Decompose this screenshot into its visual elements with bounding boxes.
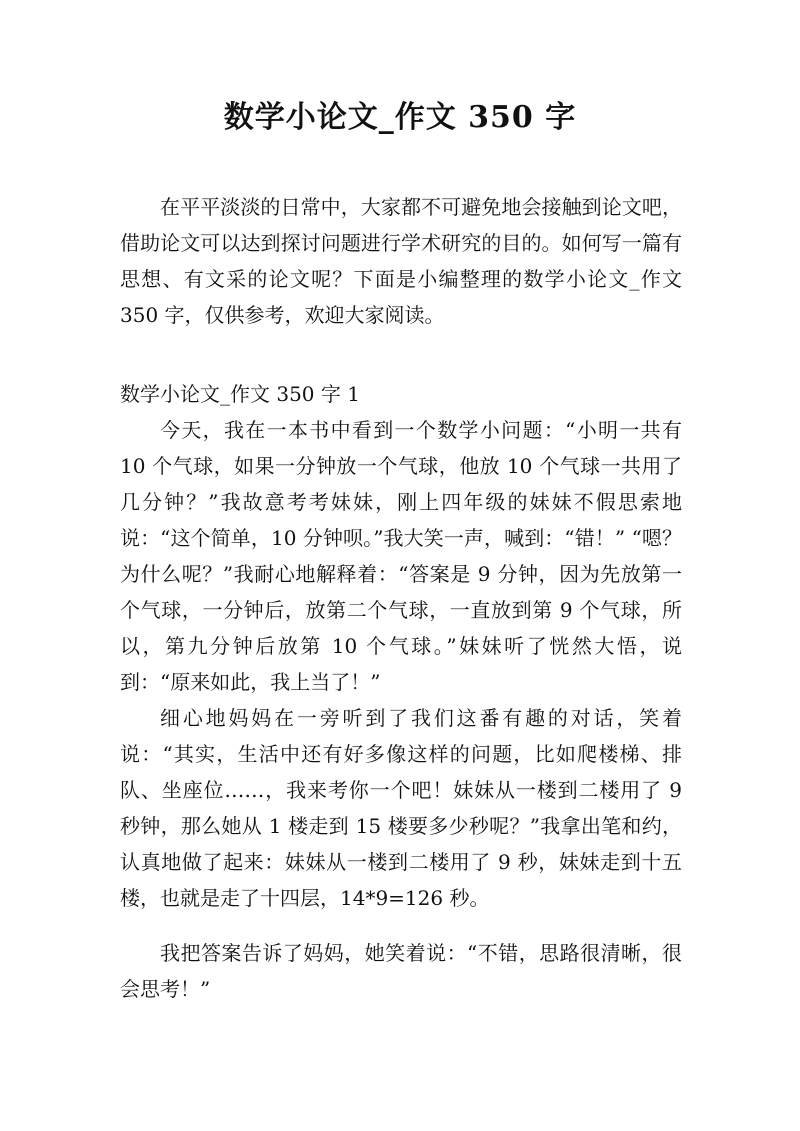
section-heading: 数学小论文_作文 350 字 1 bbox=[120, 382, 360, 406]
body-paragraph-3: 我把答案告诉了妈妈，她笑着说：“不错，思路很清晰，很会思考！” bbox=[120, 941, 682, 1001]
body-paragraph-1: 今天，我在一本书中看到一个数学小问题：“小明一共有 10 个气球，如果一分钟放一个气球，他放 10 个气球一共用了几分钟？”我故意考考妹妹，刚上四年级的妹妹不假思索地说：“这个简单，10 分钟呗。”我大笑一声，喊到：“错！” “嗯？为什么呢？”我耐心地解释着：“答案是 9 分钟，因为先放第一个气球，一分钟后，放第二个气球，一直放到第 9 个气球，所以，第九分钟后放第 10 个气球。”妹妹听了恍然大悟，说到：“原来如此，我上当了！” bbox=[120, 418, 682, 694]
intro-paragraph: 在平平淡淡的日常中，大家都不可避免地会接触到论文吧，借助论文可以达到探讨问题进行学术研究的目的。如何写一篇有思想、有文采的论文呢？下面是小编整理的数学小论文_作文 350 字，仅供参考，欢迎大家阅读。 bbox=[120, 195, 682, 327]
body-paragraph-2: 细心地妈妈在一旁听到了我们这番有趣的对话，笑着说：“其实，生活中还有好多像这样的问题，比如爬楼梯、排队、坐座位……，我来考你一个吧！妹妹从一楼到二楼用了 9 秒钟，那么她从 1 楼走到 15 楼要多少秒呢？”我拿出笔和约，认真地做了起来：妹妹从一楼到二楼用了 9 秒，妹妹走到十五楼，也就是走了十四层，14*9=126 秒。 bbox=[120, 706, 682, 910]
document-title: 数学小论文_作文 350 字 bbox=[223, 100, 577, 135]
